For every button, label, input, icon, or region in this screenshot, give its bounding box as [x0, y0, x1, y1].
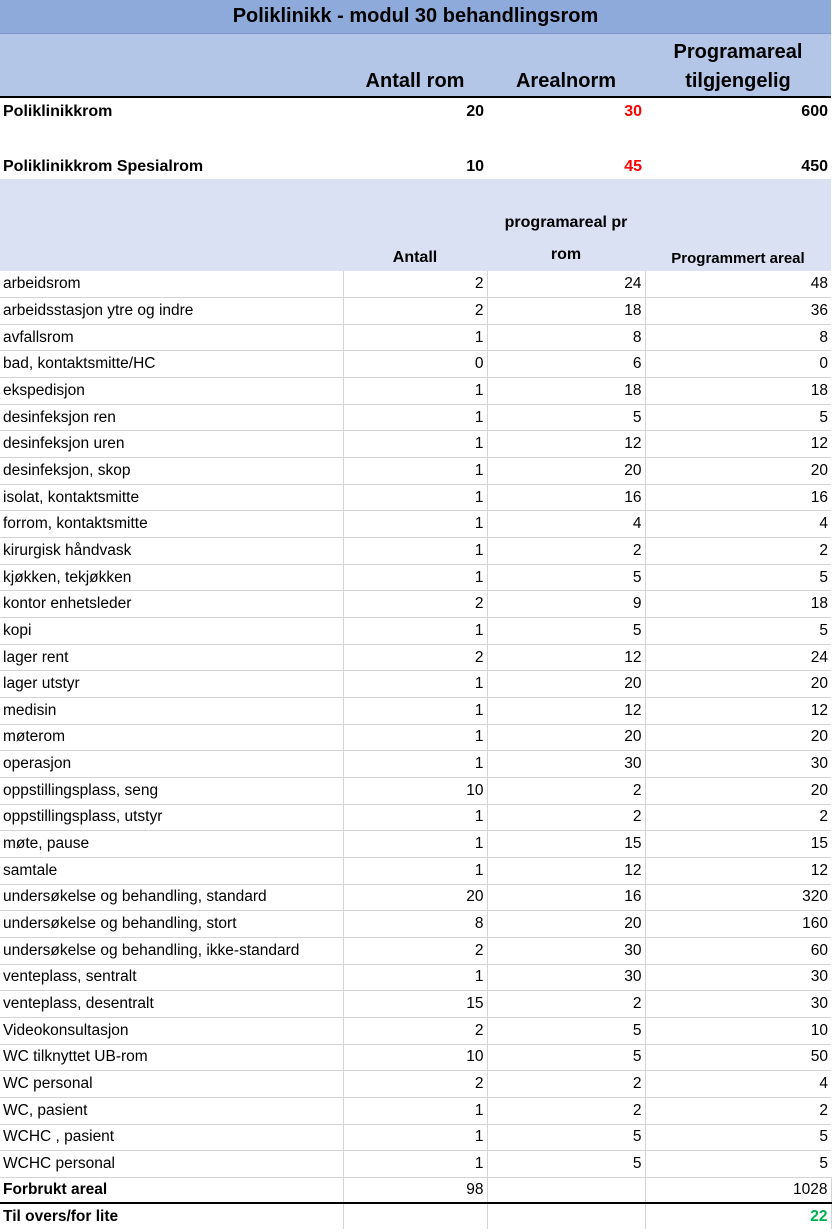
table-row: [0, 804, 831, 831]
cell-antall[interactable]: 2: [343, 644, 487, 671]
cell-norm[interactable]: 2: [487, 991, 645, 1018]
diff-empty-cell[interactable]: [343, 1203, 487, 1229]
cell-antall[interactable]: 1: [343, 671, 487, 698]
cell-antall[interactable]: 15: [343, 991, 487, 1018]
cell-norm[interactable]: 5: [487, 1044, 645, 1071]
cell-norm[interactable]: 5: [487, 404, 645, 431]
cell-norm[interactable]: 18: [487, 378, 645, 405]
cell-norm[interactable]: 9: [487, 591, 645, 618]
header-arealnorm[interactable]: Arealnorm: [487, 33, 645, 97]
cell-norm[interactable]: 2: [487, 1097, 645, 1124]
cell-antall[interactable]: 1: [343, 1097, 487, 1124]
cell-label[interactable]: WC personal: [0, 1071, 343, 1098]
cell-label[interactable]: operasjon: [0, 751, 343, 778]
cell-areal[interactable]: 30: [645, 964, 831, 991]
cell-norm[interactable]: 5: [487, 1017, 645, 1044]
cell-areal[interactable]: 48: [645, 271, 831, 298]
cell-label[interactable]: kontor enhetsleder: [0, 591, 343, 618]
cell-norm[interactable]: 20: [487, 911, 645, 938]
table-row: [0, 671, 831, 698]
table-row: [0, 831, 831, 858]
table-row: [0, 538, 831, 565]
cell-norm[interactable]: 16: [487, 884, 645, 911]
cell-areal[interactable]: 600: [645, 97, 831, 125]
cell-areal[interactable]: 12: [645, 698, 831, 725]
cell-antall[interactable]: 1: [343, 458, 487, 485]
cell-antall[interactable]: 2: [343, 298, 487, 325]
header-antall-rom[interactable]: Antall rom: [343, 33, 487, 97]
subheader-programmert-areal[interactable]: Programmert areal: [645, 179, 831, 271]
cell-label[interactable]: medisin: [0, 698, 343, 725]
cell-norm[interactable]: 30: [487, 964, 645, 991]
cell-areal[interactable]: 0: [645, 351, 831, 378]
total-areal[interactable]: 1028: [645, 1177, 831, 1203]
cell-antall[interactable]: 2: [343, 1071, 487, 1098]
data-rows: [0, 271, 831, 1177]
table-row: [0, 511, 831, 538]
cell-label[interactable]: oppstillingsplass, seng: [0, 777, 343, 804]
cell-label[interactable]: undersøkelse og behandling, ikke-standard: [0, 937, 343, 964]
cell-antall[interactable]: 1: [343, 1151, 487, 1178]
cell-antall[interactable]: 1: [343, 724, 487, 751]
cell-norm[interactable]: 20: [487, 724, 645, 751]
table-row: [0, 751, 831, 778]
cell-label[interactable]: kjøkken, tekjøkken: [0, 564, 343, 591]
cell-label[interactable]: arbeidsrom: [0, 271, 343, 298]
table-row: [0, 911, 831, 938]
diff-empty-cell[interactable]: [487, 1203, 645, 1229]
table-row: [0, 431, 831, 458]
header-empty-cell[interactable]: [0, 33, 343, 97]
cell-areal[interactable]: 2: [645, 804, 831, 831]
table-row: [0, 591, 831, 618]
table-row: [0, 964, 831, 991]
cell-areal[interactable]: 15: [645, 831, 831, 858]
total-row: [0, 1177, 831, 1203]
table-row: [0, 1097, 831, 1124]
title-row: [0, 0, 831, 33]
table-row: [0, 351, 831, 378]
cell-label[interactable]: Poliklinikkrom: [0, 97, 343, 125]
cell-areal[interactable]: 30: [645, 991, 831, 1018]
table-row: [0, 1151, 831, 1178]
cell-antall[interactable]: 1: [343, 484, 487, 511]
cell-antall[interactable]: 1: [343, 618, 487, 645]
cell-antall[interactable]: 2: [343, 937, 487, 964]
cell-areal[interactable]: 20: [645, 777, 831, 804]
table-row: [0, 324, 831, 351]
cell-norm[interactable]: 30: [487, 97, 645, 125]
header-programareal-line2: tilgjengelig: [685, 70, 791, 92]
cell-norm[interactable]: 30: [487, 751, 645, 778]
cell-label[interactable]: desinfeksjon, skop: [0, 458, 343, 485]
diff-value[interactable]: 22: [645, 1203, 831, 1229]
cell-norm[interactable]: 20: [487, 671, 645, 698]
top-row: [0, 97, 831, 125]
cell-norm[interactable]: 16: [487, 484, 645, 511]
cell-label[interactable]: avfallsrom: [0, 324, 343, 351]
cell-antall[interactable]: 1: [343, 404, 487, 431]
cell-label[interactable]: oppstillingsplass, utstyr: [0, 804, 343, 831]
cell-areal[interactable]: 5: [645, 1124, 831, 1151]
header-row: [0, 33, 831, 97]
cell-label[interactable]: arbeidsstasjon ytre og indre: [0, 298, 343, 325]
cell-norm[interactable]: 30: [487, 937, 645, 964]
cell-antall[interactable]: 20: [343, 97, 487, 125]
cell-antall[interactable]: 1: [343, 698, 487, 725]
cell-norm[interactable]: 15: [487, 831, 645, 858]
table-row: [0, 271, 831, 298]
cell-norm[interactable]: 5: [487, 1151, 645, 1178]
table-row: [0, 1071, 831, 1098]
cell-antall[interactable]: 1: [343, 538, 487, 565]
cell-label[interactable]: møterom: [0, 724, 343, 751]
table-row: [0, 884, 831, 911]
cell-areal[interactable]: 20: [645, 671, 831, 698]
cell-norm[interactable]: 5: [487, 618, 645, 645]
table-title[interactable]: Poliklinikk - modul 30 behandlingsrom: [0, 0, 831, 33]
cell-norm[interactable]: 2: [487, 538, 645, 565]
cell-antall[interactable]: 1: [343, 964, 487, 991]
cell-norm[interactable]: 12: [487, 431, 645, 458]
cell-label[interactable]: forrom, kontaktsmitte: [0, 511, 343, 538]
cell-label[interactable]: bad, kontaktsmitte/HC: [0, 351, 343, 378]
table-row: [0, 564, 831, 591]
cell-areal[interactable]: 2: [645, 1097, 831, 1124]
cell-antall[interactable]: 2: [343, 271, 487, 298]
cell-antall[interactable]: 2: [343, 591, 487, 618]
cell-areal[interactable]: 160: [645, 911, 831, 938]
cell-label[interactable]: venteplass, sentralt: [0, 964, 343, 991]
cell-norm[interactable]: 4: [487, 511, 645, 538]
cell-antall[interactable]: 10: [343, 777, 487, 804]
cell-label[interactable]: kopi: [0, 618, 343, 645]
table-row: [0, 857, 831, 884]
table-row: [0, 644, 831, 671]
cell-norm[interactable]: 12: [487, 644, 645, 671]
cell-antall[interactable]: 10: [343, 1044, 487, 1071]
table-row: [0, 1017, 831, 1044]
cell-areal[interactable]: 12: [645, 857, 831, 884]
cell-areal[interactable]: 5: [645, 564, 831, 591]
table-row: [0, 1124, 831, 1151]
cell-areal[interactable]: 2: [645, 538, 831, 565]
cell-antall[interactable]: 1: [343, 751, 487, 778]
table-row: [0, 378, 831, 405]
header-programareal[interactable]: [645, 33, 831, 97]
cell-antall[interactable]: 1: [343, 857, 487, 884]
cell-antall[interactable]: 1: [343, 1124, 487, 1151]
cell-label[interactable]: Videokonsultasjon: [0, 1017, 343, 1044]
cell-areal[interactable]: 10: [645, 1017, 831, 1044]
cell-areal[interactable]: 12: [645, 431, 831, 458]
cell-areal[interactable]: 18: [645, 591, 831, 618]
cell-areal[interactable]: 5: [645, 1151, 831, 1178]
cell-norm[interactable]: 5: [487, 1124, 645, 1151]
cell-areal[interactable]: 4: [645, 511, 831, 538]
table-row: [0, 724, 831, 751]
cell-areal[interactable]: 50: [645, 1044, 831, 1071]
cell-norm[interactable]: 12: [487, 857, 645, 884]
cell-antall[interactable]: 1: [343, 564, 487, 591]
cell-antall[interactable]: 1: [343, 324, 487, 351]
cell-norm[interactable]: 18: [487, 298, 645, 325]
table-row: [0, 298, 831, 325]
cell-antall[interactable]: 1: [343, 804, 487, 831]
cell-areal[interactable]: 36: [645, 298, 831, 325]
cell-label[interactable]: undersøkelse og behandling, stort: [0, 911, 343, 938]
cell-antall[interactable]: 2: [343, 1017, 487, 1044]
cell-label[interactable]: WCHC personal: [0, 1151, 343, 1178]
header-programareal-line1: Programareal: [673, 41, 803, 63]
cell-norm[interactable]: 45: [624, 158, 642, 175]
cell-norm[interactable]: 2: [487, 804, 645, 831]
table-row: [0, 458, 831, 485]
cell-antall[interactable]: 1: [343, 378, 487, 405]
cell-label[interactable]: WCHC , pasient: [0, 1124, 343, 1151]
total-label[interactable]: Forbrukt areal: [0, 1177, 343, 1203]
subheader-row: [0, 179, 831, 271]
top-row: [0, 125, 831, 179]
cell-label[interactable]: desinfeksjon uren: [0, 431, 343, 458]
diff-label[interactable]: Til overs/for lite: [0, 1203, 343, 1229]
cell-norm[interactable]: 24: [487, 271, 645, 298]
table-row: [0, 618, 831, 645]
cell-label[interactable]: samtale: [0, 857, 343, 884]
cell-antall[interactable]: 1: [343, 831, 487, 858]
cell-areal[interactable]: 24: [645, 644, 831, 671]
cell-label[interactable]: lager utstyr: [0, 671, 343, 698]
cell-areal[interactable]: 8: [645, 324, 831, 351]
cell-areal[interactable]: 5: [645, 618, 831, 645]
cell-areal[interactable]: 16: [645, 484, 831, 511]
cell-norm[interactable]: 20: [487, 458, 645, 485]
cell-label[interactable]: isolat, kontaktsmitte: [0, 484, 343, 511]
cell-label[interactable]: desinfeksjon ren: [0, 404, 343, 431]
cell-antall[interactable]: 1: [343, 431, 487, 458]
cell-areal[interactable]: 450: [801, 158, 828, 175]
cell-norm[interactable]: 2: [487, 777, 645, 804]
cell-areal[interactable]: 320: [645, 884, 831, 911]
cell-areal[interactable]: 18: [645, 378, 831, 405]
table-row: [0, 698, 831, 725]
total-empty-cell[interactable]: [487, 1177, 645, 1203]
subheader-col3-line2: rom: [550, 246, 582, 263]
table-row: [0, 777, 831, 804]
table-row: [0, 991, 831, 1018]
subheader-antall[interactable]: Antall: [343, 179, 487, 271]
cell-label[interactable]: kirurgisk håndvask: [0, 538, 343, 565]
cell-label[interactable]: WC, pasient: [0, 1097, 343, 1124]
table-row: [0, 484, 831, 511]
cell-antall[interactable]: 1: [343, 511, 487, 538]
subheader-col3-line1: programareal pr: [504, 214, 628, 231]
table-row: [0, 937, 831, 964]
cell-antall[interactable]: 0: [343, 351, 487, 378]
cell-norm[interactable]: 2: [487, 1071, 645, 1098]
table-row: [0, 1044, 831, 1071]
subheader-programareal-pr-rom[interactable]: [487, 179, 645, 271]
cell-areal[interactable]: 5: [645, 404, 831, 431]
cell-antall[interactable]: 20: [343, 884, 487, 911]
cell-norm[interactable]: 5: [487, 564, 645, 591]
cell-label[interactable]: ekspedisjon: [0, 378, 343, 405]
cell-label[interactable]: venteplass, desentralt: [0, 991, 343, 1018]
cell-label[interactable]: undersøkelse og behandling, standard: [0, 884, 343, 911]
cell-areal[interactable]: 20: [645, 458, 831, 485]
cell-areal[interactable]: 30: [645, 751, 831, 778]
cell-norm[interactable]: 8: [487, 324, 645, 351]
total-antall[interactable]: 98: [343, 1177, 487, 1203]
cell-antall[interactable]: 10: [466, 158, 484, 175]
cell-areal[interactable]: 20: [645, 724, 831, 751]
cell-label[interactable]: WC tilknyttet UB-rom: [0, 1044, 343, 1071]
cell-label[interactable]: Poliklinikkrom Spesialrom: [3, 158, 204, 175]
cell-antall[interactable]: 8: [343, 911, 487, 938]
cell-label[interactable]: lager rent: [0, 644, 343, 671]
diff-row: [0, 1203, 831, 1229]
cell-norm[interactable]: 12: [487, 698, 645, 725]
cell-label[interactable]: møte, pause: [0, 831, 343, 858]
cell-norm[interactable]: 6: [487, 351, 645, 378]
cell-areal[interactable]: 60: [645, 937, 831, 964]
subheader-empty-cell[interactable]: [0, 179, 343, 271]
table-row: [0, 404, 831, 431]
cell-areal[interactable]: 4: [645, 1071, 831, 1098]
